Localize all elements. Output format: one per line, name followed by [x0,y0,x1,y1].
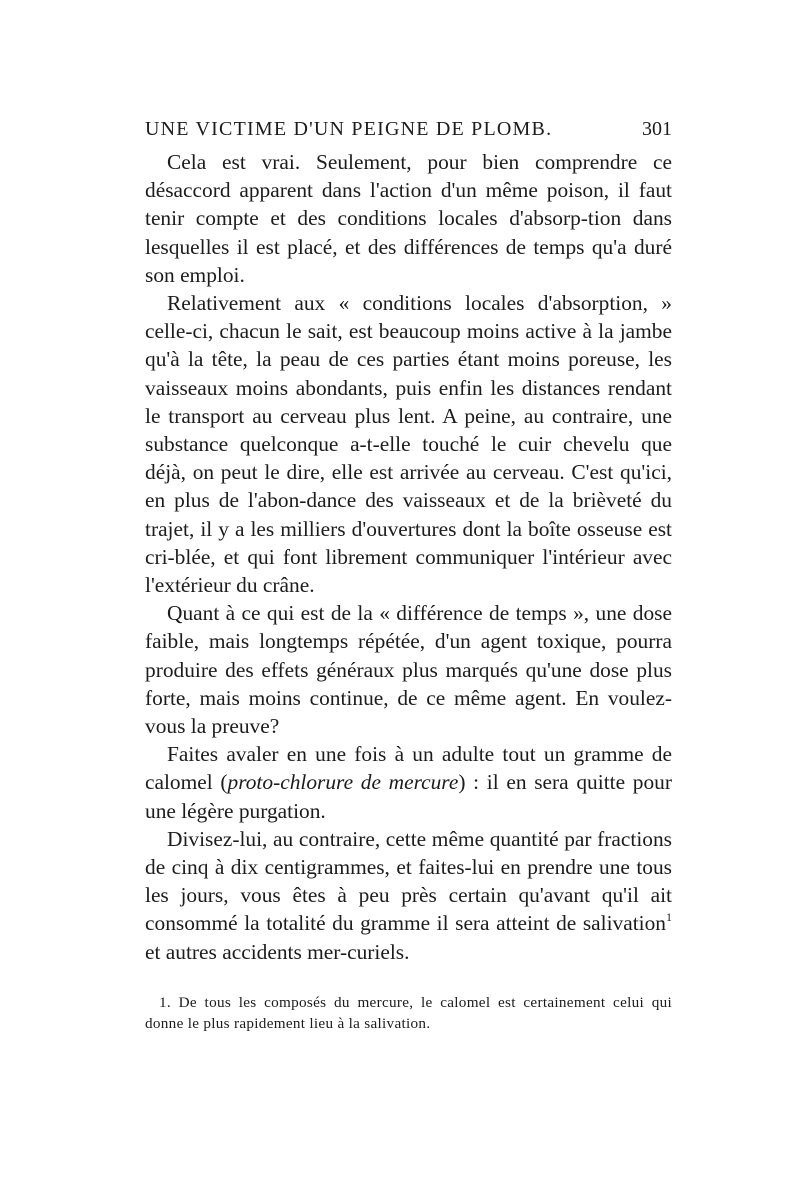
footnote-reference[interactable]: 1 [666,910,672,925]
running-head [145,118,672,148]
footnote-1: 1. De tous les composés du mercure, le calomel est certainement celui qui donne le plus rapidement lieu à la salivation. [145,993,672,1032]
paragraph-4-italic-term: proto-chlorure de mercure [227,770,459,795]
book-page [145,118,672,1034]
paragraph-4 [145,740,672,825]
paragraph-4-text-start: Faites avaler en une fois à un adulte tout un gramme de calomel ( [145,742,672,795]
running-title: UNE VICTIME D'UN PEIGNE DE PLOMB. [145,118,553,140]
paragraph-5 [145,825,672,966]
paragraph-3: Quant à ce qui est de la « différence de temps », une dose faible, mais longtemps répétée, d'un agent toxique, pourra produire des effets généraux plus marqués qu'une dose plus forte, mais moins continue, de ce même agent. En voulez-vous la preuve? [145,601,672,739]
paragraph-1: Cela est vrai. Seulement, pour bien comprendre ce désaccord apparent dans l'action d'un même poison, il faut tenir compte et des conditions locales d'absorp-tion dans lesquelles il est placé, et des différences de temps qu'a duré son emploi. [145,150,672,287]
paragraph-5-text-end: et autres accidents mer-curiels. [145,939,410,964]
page-number: 301 [642,118,672,140]
footnotes [145,992,672,1034]
paragraph-2: Relativement aux « conditions locales d'absorption, » celle-ci, chacun le sait, est beaucoup moins active à la jambe qu'à la tête, la peau de ces parties étant moins poreuse, les vaisseaux moins abondants, puis enfin les distances rendant le transport au cerveau plus lent. A peine, au contraire, une substance quelconque a-t-elle touché le cuir chevelu que déjà, on peut le dire, elle est arrivée au cerveau. C'est qu'ici, en plus de l'abon-dance des vaisseaux et de la brièveté du trajet, il y a les milliers d'ouvertures dont la boîte osseuse est cri-blée, et qui font librement communiquer l'intérieur avec l'extérieur du crâne. [145,291,672,598]
paragraph-5-text-start: Divisez-lui, au contraire, cette même quantité par fractions de cinq à dix centigrammes, et faites-lui en prendre une tous les jours, vous êtes à peu près certain qu'avant qu'il ait consommé la totalité du gramme il sera atteint de salivation [145,826,672,936]
paragraph-4-text-end: ) : il en sera quitte pour une légère purgation. [145,770,672,823]
body-text [145,148,672,966]
